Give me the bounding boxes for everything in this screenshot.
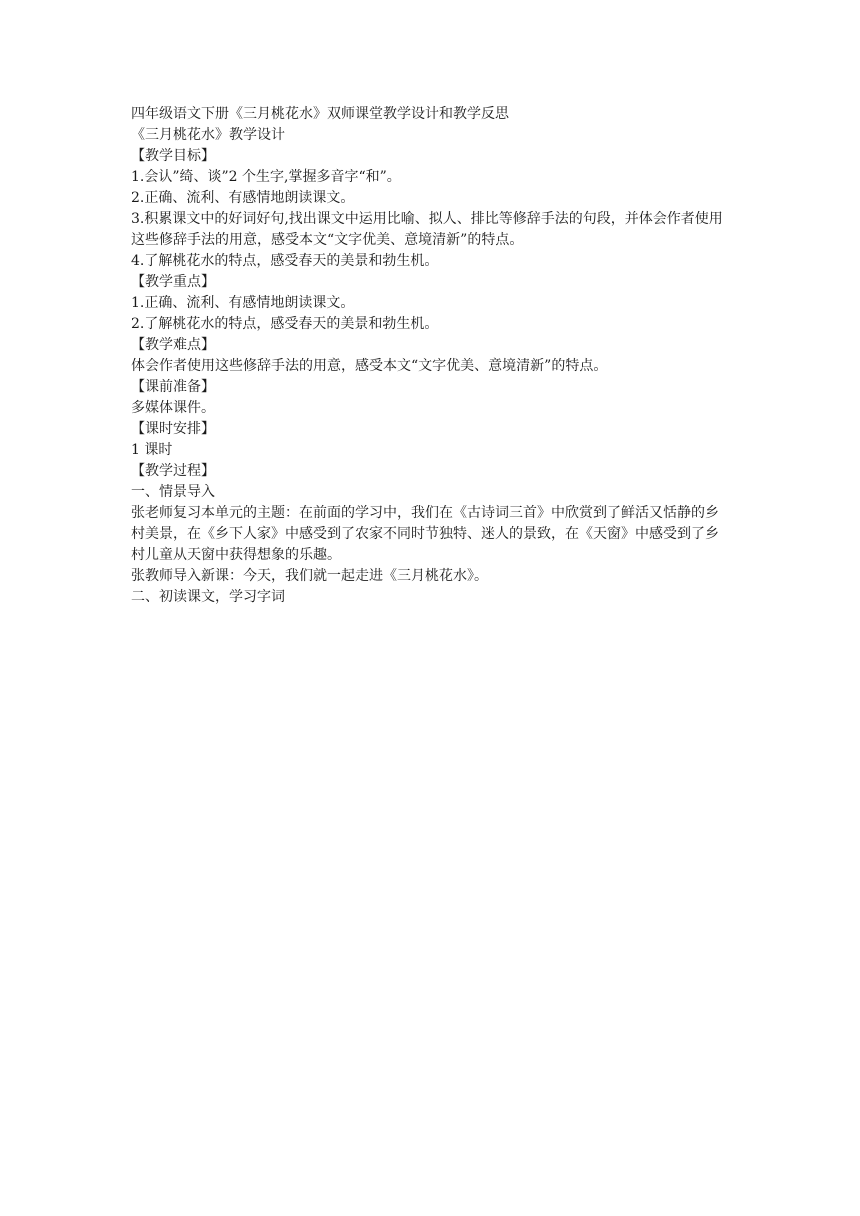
objective-item-4: 4.了解桃花水的特点，感受春天的美景和勃生机。 bbox=[131, 253, 439, 269]
key-point-item-2: 2.了解桃花水的特点，感受春天的美景和勃生机。 bbox=[131, 316, 439, 332]
key-points-heading: 【教学重点】 bbox=[131, 274, 215, 290]
process-paragraph-2: 张教师导入新课：今天，我们就一起走进《三月桃花水》。 bbox=[131, 568, 488, 584]
difficulties-heading: 【教学难点】 bbox=[131, 337, 215, 353]
document-subtitle: 《三月桃花水》教学设计 bbox=[131, 127, 285, 143]
process-step-1: 一、情景导入 bbox=[131, 484, 215, 500]
preparation-text: 多媒体课件。 bbox=[131, 400, 215, 416]
document-body bbox=[131, 104, 731, 608]
process-step-2: 二、初读课文，学习字词 bbox=[131, 589, 285, 605]
process-paragraph-1: 张老师复习本单元的主题：在前面的学习中，我们在《古诗词三首》中欣赏到了鲜活又恬静的乡村美景，在《乡下人家》中感受到了农家不同时节独特、迷人的景致，在《天窗》中感受到了乡村儿童从天窗中获得想象的乐趣。 bbox=[131, 505, 719, 563]
schedule-text: 1 课时 bbox=[131, 442, 173, 458]
objectives-heading: 【教学目标】 bbox=[131, 148, 215, 164]
document-title: 四年级语文下册《三月桃花水》双师课堂教学设计和教学反思 bbox=[131, 106, 509, 122]
difficulties-text: 体会作者使用这些修辞手法的用意，感受本文“文字优美、意境清新”的特点。 bbox=[131, 358, 608, 374]
schedule-heading: 【课时安排】 bbox=[131, 421, 215, 437]
preparation-heading: 【课前准备】 bbox=[131, 379, 215, 395]
key-point-item-1: 1.正确、流利、有感情地朗读课文。 bbox=[131, 295, 355, 311]
document-title-block bbox=[131, 104, 731, 146]
objective-item-3: 3.积累课文中的好词好句,找出课文中运用比喻、拟人、排比等修辞手法的句段，并体会作者使用这些修辞手法的用意，感受本文“文字优美、意境清新”的特点。 bbox=[131, 211, 723, 248]
objective-item-2: 2.正确、流利、有感情地朗读课文。 bbox=[131, 190, 355, 206]
objective-item-1: 1.会认”绮、谈”2 个生字,掌握多音字“和”。 bbox=[131, 169, 401, 185]
process-heading: 【教学过程】 bbox=[131, 463, 215, 479]
